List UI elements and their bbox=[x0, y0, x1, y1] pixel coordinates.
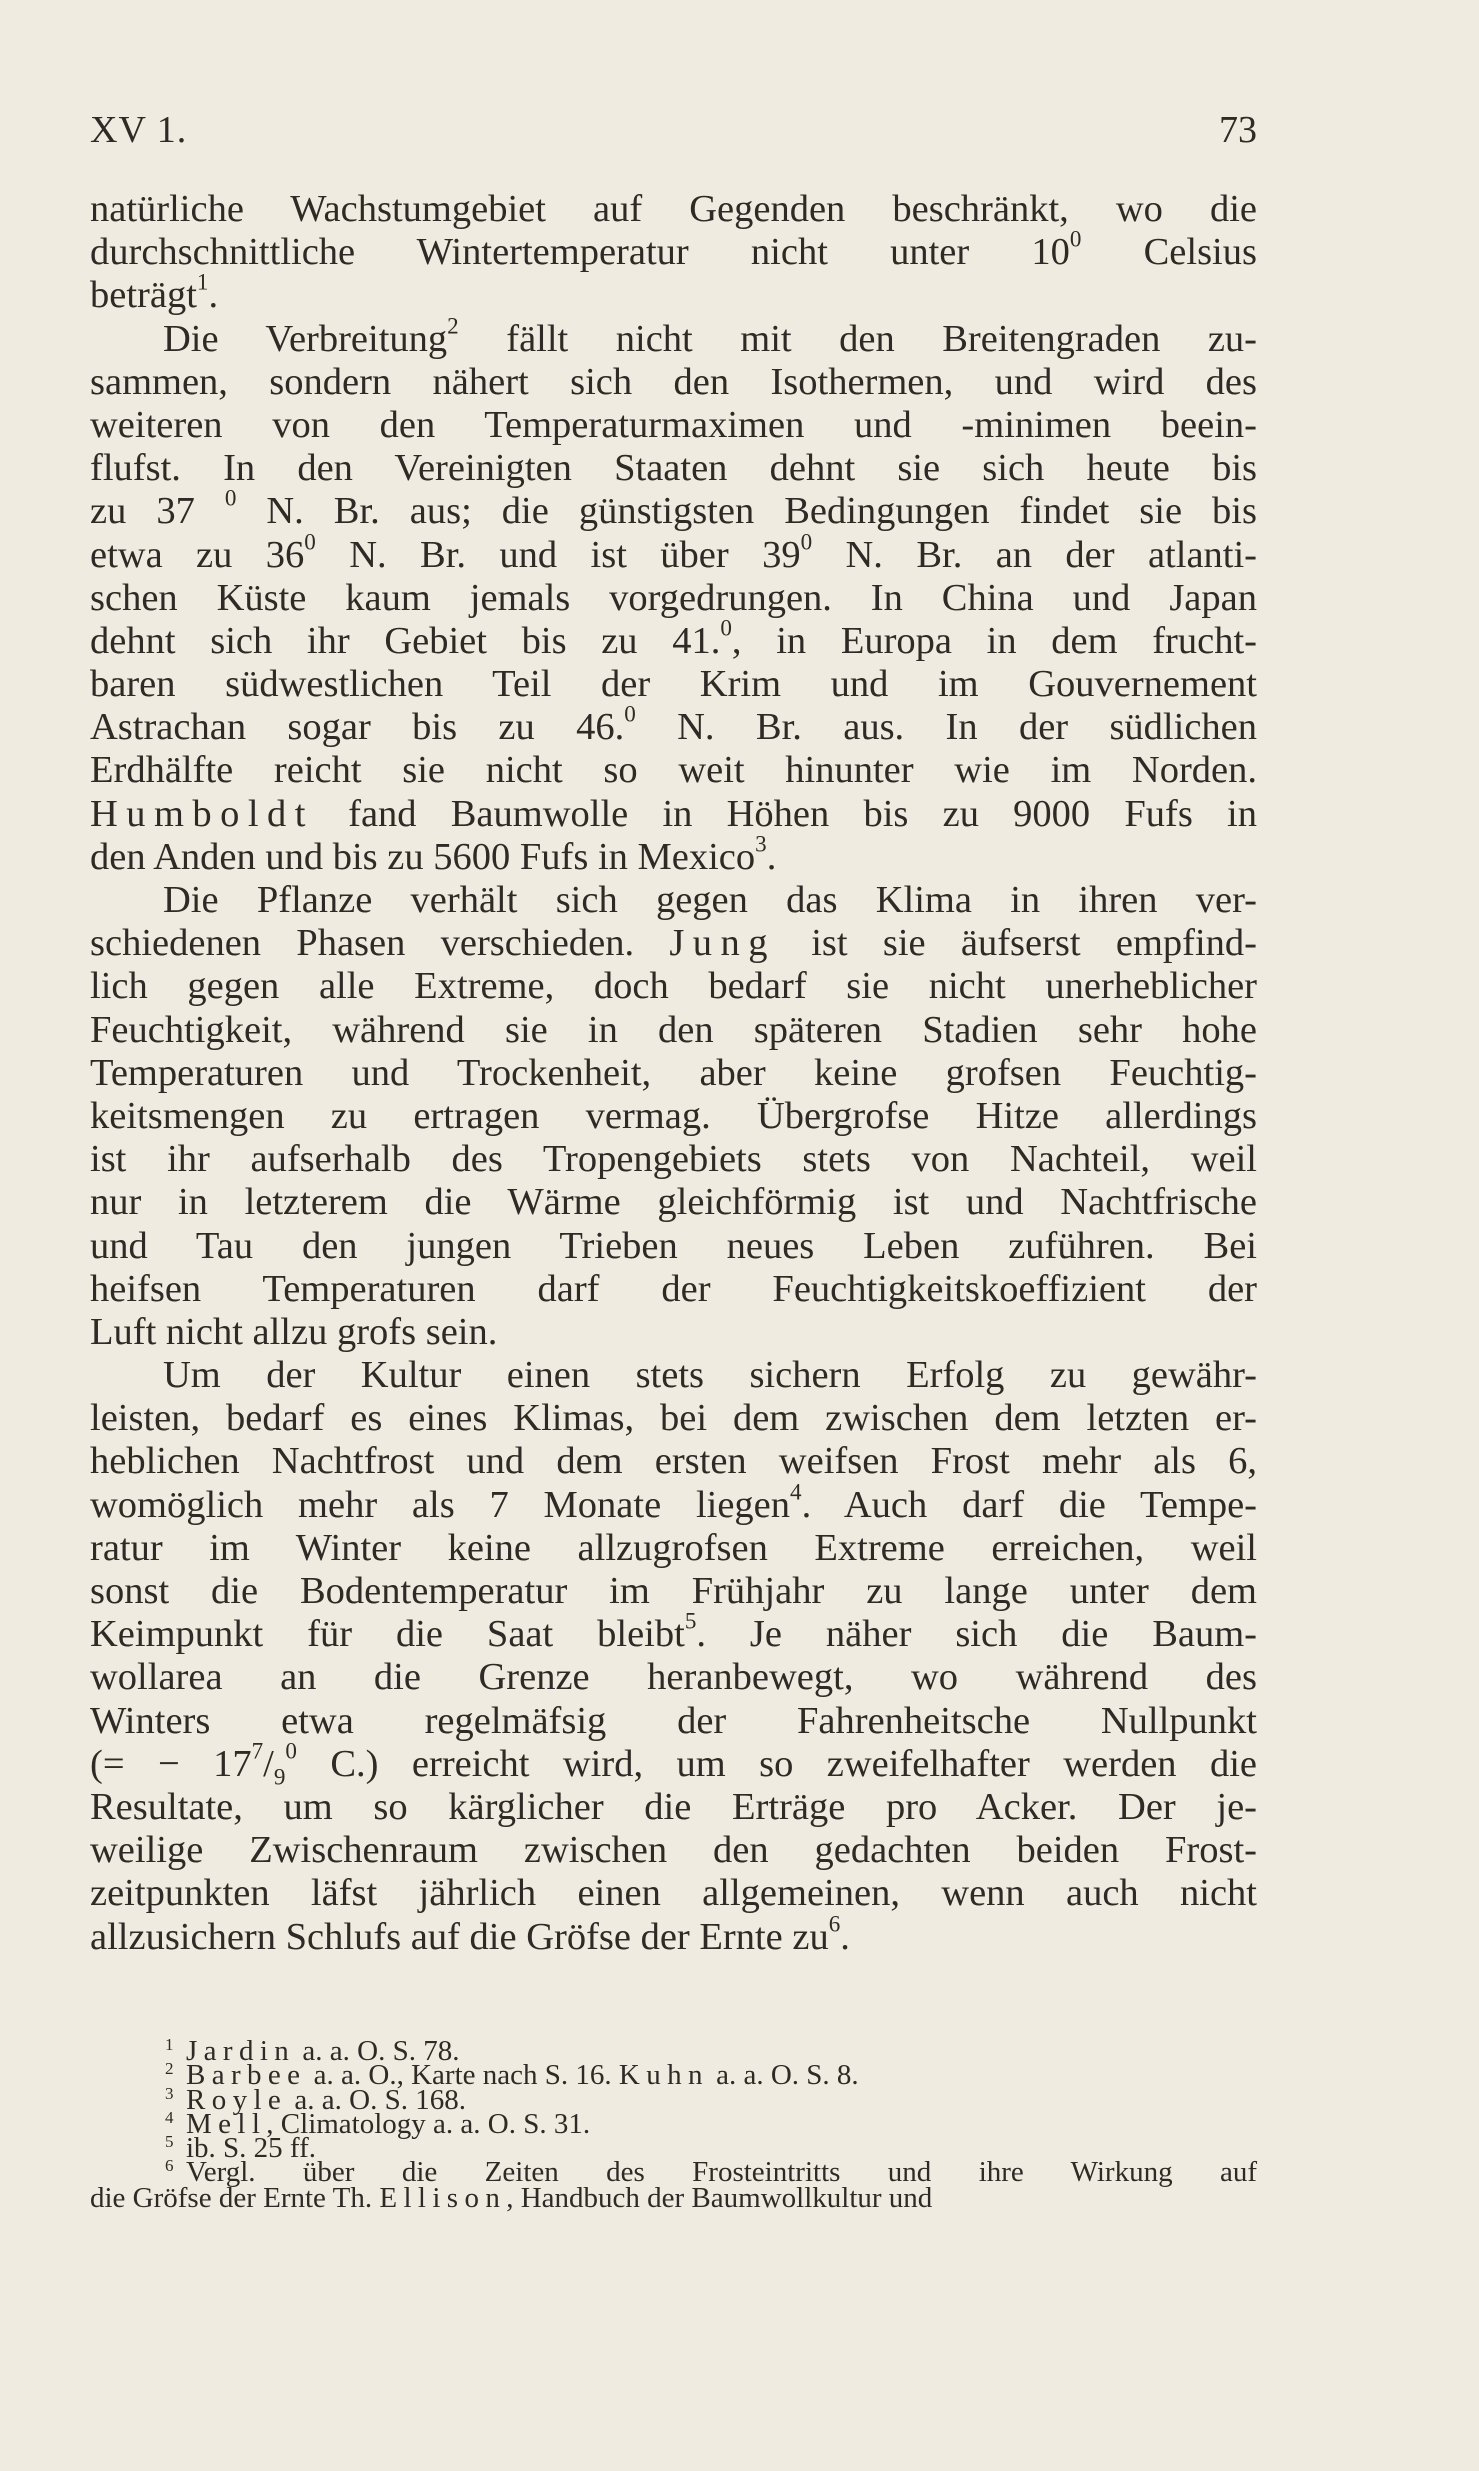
text-line bbox=[90, 1397, 1257, 1440]
superscript: 0 bbox=[720, 614, 732, 641]
text-run: N. Br. aus; die günstigsten Bedingungen findet sie bis bbox=[236, 490, 1257, 533]
footnote-mark: 3 bbox=[165, 2083, 174, 2103]
text-line bbox=[90, 1478, 1258, 1527]
text-run: N. Br. an der atlanti- bbox=[812, 533, 1257, 576]
superscript: 0 bbox=[224, 485, 237, 511]
text-line bbox=[90, 188, 1257, 231]
footnote-mark: 5 bbox=[165, 2132, 174, 2152]
text-line bbox=[90, 1052, 1257, 1095]
text-run: allzusichern Schlufs auf die Gröfse der Ernte zu bbox=[90, 1915, 829, 1958]
text-run: Keimpunkt für die Saat bleibt bbox=[90, 1613, 685, 1656]
text-run: nur in letzterem die Wärme gleichförmig ist und Nachtfrische bbox=[90, 1181, 1257, 1224]
footnote-text bbox=[165, 2156, 1257, 2188]
text-line bbox=[90, 1829, 1257, 1872]
superscript: 0 bbox=[285, 1737, 297, 1764]
spaced-name: Humboldt bbox=[90, 792, 314, 835]
text-line bbox=[90, 1700, 1257, 1743]
text-line bbox=[90, 1570, 1257, 1613]
text-run: zeitpunkten läfst jährlich einen allgemeinen, wenn auch nicht bbox=[90, 1872, 1257, 1915]
text-run: die Gröfse der Ernte Th. bbox=[90, 2181, 380, 2214]
running-header bbox=[90, 108, 1257, 158]
text-run: heifsen Temperaturen darf der Feuchtigkeitskoeffizient der bbox=[90, 1267, 1257, 1310]
text-line bbox=[90, 922, 1257, 965]
footnote-mark: 4 bbox=[165, 2107, 174, 2127]
text-run: Winters etwa regelmäfsig der Fahrenheitsche Nullpunkt bbox=[90, 1699, 1257, 1742]
text-run: Um der Kultur einen stets sichern Erfolg zu gewähr- bbox=[163, 1354, 1257, 1397]
spaced-name: Ellison bbox=[379, 2181, 507, 2214]
text-run: ib. S. 25 ff. bbox=[186, 2132, 316, 2165]
text-line bbox=[90, 1268, 1257, 1311]
text-line bbox=[90, 1737, 1257, 1790]
page-number: 73 bbox=[1219, 109, 1257, 151]
text-run: , Climatology a. a. O. S. 31. bbox=[266, 2107, 591, 2140]
text-run: flufst. In den Vereinigten Staaten dehnt sie sich heute bis bbox=[90, 447, 1257, 490]
text-run: Temperaturen und Trockenheit, aber keine grofsen Feuchtig- bbox=[90, 1051, 1257, 1094]
superscript: 0 bbox=[304, 528, 316, 555]
text-run: weiteren von den Temperaturmaximen und -minimen beein- bbox=[90, 403, 1257, 446]
text-run: etwa zu 36 bbox=[90, 533, 305, 576]
text-line bbox=[90, 485, 1257, 533]
text-line bbox=[90, 1607, 1257, 1656]
text-line bbox=[90, 1440, 1257, 1483]
footnotes bbox=[90, 2035, 1257, 2214]
text-run: a. a. O. S. 78. bbox=[295, 2035, 460, 2067]
text-run: a. a. O., Karte nach S. 16. bbox=[306, 2059, 619, 2092]
footnote-mark: 6 bbox=[165, 2156, 174, 2176]
superscript: 6 bbox=[828, 1910, 841, 1937]
footnote bbox=[90, 2156, 1257, 2189]
spaced-name: Jardin bbox=[186, 2035, 296, 2067]
text-run: keitsmengen zu ertragen vermag. Übergrofse Hitze allerdings bbox=[90, 1094, 1257, 1137]
text-run: natürliche Wachstumgebiet auf Gegenden beschränkt, wo die bbox=[90, 188, 1257, 230]
text-run: ist ihr aufserhalb des Tropengebiets stets von Nachteil, weil bbox=[90, 1138, 1257, 1181]
text-line bbox=[90, 965, 1257, 1008]
text-run: Die Pflanze verhält sich gegen das Klima in ihren ver- bbox=[163, 879, 1257, 921]
text-run: leisten, bedarf es eines Klimas, bei dem zwischen dem letzten er- bbox=[90, 1397, 1257, 1440]
text-run: C.) erreicht wird, um so zweifelhafter werden die bbox=[296, 1742, 1257, 1785]
superscript: 7 bbox=[251, 1737, 264, 1764]
superscript: 4 bbox=[790, 1478, 802, 1505]
text-run: a. a. O. S. 8. bbox=[708, 2059, 859, 2092]
footnote bbox=[90, 2181, 1257, 2214]
spaced-name: Jung bbox=[669, 922, 776, 965]
text-run: N. Br. und ist über 39 bbox=[315, 533, 801, 576]
text-line bbox=[90, 749, 1257, 792]
text-line bbox=[90, 225, 1257, 274]
text-line bbox=[90, 312, 1257, 361]
superscript: 1 bbox=[196, 269, 209, 296]
superscript: 2 bbox=[447, 312, 459, 339]
text-run: zu 37 bbox=[90, 490, 225, 533]
text-run: dehnt sich ihr Gebiet bis zu 41. bbox=[90, 619, 721, 662]
text-line bbox=[90, 1872, 1257, 1915]
footnote-mark: 2 bbox=[165, 2059, 174, 2079]
text-line bbox=[90, 700, 1257, 749]
text-run: (= − 17 bbox=[90, 1742, 252, 1785]
text-line bbox=[90, 447, 1257, 490]
text-run: weilige Zwischenraum zwischen den gedachten beiden Frost- bbox=[90, 1829, 1257, 1872]
text-run: Feuchtigkeit, während sie in den späteren Stadien sehr hohe bbox=[90, 1008, 1257, 1051]
spaced-name: Mell bbox=[186, 2107, 267, 2140]
text-line bbox=[90, 1910, 1257, 1959]
text-line bbox=[90, 879, 1257, 922]
superscript: 0 bbox=[624, 700, 636, 727]
text-run: . bbox=[208, 274, 219, 317]
text-run: Vergl. über die Zeiten des Frosteintritts und ihre Wirkung auf bbox=[186, 2156, 1257, 2189]
text-run: / bbox=[263, 1742, 274, 1785]
text-run: Luft nicht allzu grofs sein. bbox=[90, 1310, 498, 1353]
text-run: sammen, sondern nähert sich den Isothermen, und wird des bbox=[90, 360, 1257, 403]
text-line bbox=[90, 528, 1257, 577]
text-run: schiedenen Phasen verschieden. bbox=[90, 922, 670, 965]
text-line bbox=[90, 614, 1257, 663]
text-run: Erdhälfte reicht sie nicht so weit hinunter wie im Norden. bbox=[90, 749, 1257, 792]
text-run: , Handbuch der Baumwollkultur und bbox=[506, 2181, 933, 2214]
text-run: ist sie äufserst empfind- bbox=[775, 922, 1257, 965]
text-line bbox=[90, 793, 1257, 836]
superscript: 0 bbox=[1069, 225, 1082, 252]
text-run: womöglich mehr als 7 Monate liegen bbox=[90, 1483, 791, 1526]
text-run: a. a. O. S. 168. bbox=[287, 2083, 466, 2116]
spaced-name: Barbee bbox=[186, 2059, 307, 2092]
text-run: beträgt bbox=[90, 274, 197, 317]
text-run: durchschnittliche Wintertemperatur nicht unter 10 bbox=[90, 231, 1070, 274]
spaced-name: Royle bbox=[186, 2083, 288, 2116]
superscript: 5 bbox=[684, 1607, 697, 1634]
section-label: XV 1. bbox=[90, 109, 188, 151]
text-run: . Auch darf die Tempe- bbox=[801, 1483, 1258, 1526]
footnote-mark: 1 bbox=[165, 2035, 174, 2054]
text-line bbox=[90, 361, 1257, 404]
subscript: 9 bbox=[273, 1763, 286, 1790]
text-run: Celsius bbox=[1081, 231, 1257, 274]
text-run: Die Verbreitung bbox=[163, 317, 448, 360]
text-line bbox=[90, 1138, 1257, 1181]
text-line bbox=[90, 269, 1257, 317]
text-run: . bbox=[766, 835, 777, 878]
text-line bbox=[90, 1311, 1257, 1354]
text-line bbox=[90, 663, 1257, 706]
text-run: heblichen Nachtfrost und dem ersten weifsen Frost mehr als 6, bbox=[90, 1440, 1257, 1483]
text-run: . bbox=[840, 1915, 850, 1958]
superscript: 3 bbox=[755, 830, 767, 857]
text-line bbox=[90, 1181, 1257, 1224]
text-run: Astrachan sogar bis zu 46. bbox=[90, 706, 625, 749]
body-text bbox=[90, 188, 1257, 1959]
text-run: schen Küste kaum jemals vorgedrungen. In China und Japan bbox=[90, 576, 1257, 619]
text-run: . Je näher sich die Baum- bbox=[696, 1613, 1257, 1656]
text-run: lich gegen alle Extreme, doch bedarf sie nicht unerheblicher bbox=[90, 965, 1257, 1008]
text-run: , in Europa in dem frucht- bbox=[731, 619, 1257, 662]
superscript: 0 bbox=[800, 528, 813, 555]
text-run: N. Br. aus. In der südlichen bbox=[635, 706, 1257, 749]
text-line bbox=[90, 1009, 1257, 1052]
text-run: den Anden und bis zu 5600 Fufs in Mexico bbox=[90, 835, 756, 878]
text-line bbox=[90, 1786, 1257, 1829]
text-run: wollarea an die Grenze heranbewegt, wo während des bbox=[90, 1656, 1257, 1699]
text-run: fand Baumwolle in Höhen bis zu 9000 Fufs in bbox=[313, 792, 1257, 835]
text-line bbox=[90, 404, 1257, 447]
text-line bbox=[90, 1095, 1257, 1138]
text-run: fällt nicht mit den Breitengraden zu- bbox=[458, 317, 1257, 360]
spaced-name: Kuhn bbox=[618, 2059, 709, 2092]
text-line bbox=[90, 1527, 1257, 1570]
text-line bbox=[90, 1656, 1257, 1699]
text-run: sonst die Bodentemperatur im Frühjahr zu lange unter dem bbox=[90, 1570, 1257, 1612]
text-line bbox=[90, 1354, 1257, 1397]
text-line bbox=[90, 577, 1257, 620]
text-line bbox=[90, 830, 1257, 879]
text-run: Resultate, um so kärglicher die Erträge pro Acker. Der je- bbox=[90, 1785, 1257, 1828]
text-run: baren südwestlichen Teil der Krim und im Gouvernement bbox=[90, 663, 1257, 706]
text-line bbox=[90, 1225, 1257, 1268]
text-run: und Tau den jungen Trieben neues Leben zuführen. Bei bbox=[90, 1224, 1257, 1267]
text-run: ratur im Winter keine allzugrofsen Extreme erreichen, weil bbox=[90, 1526, 1257, 1569]
